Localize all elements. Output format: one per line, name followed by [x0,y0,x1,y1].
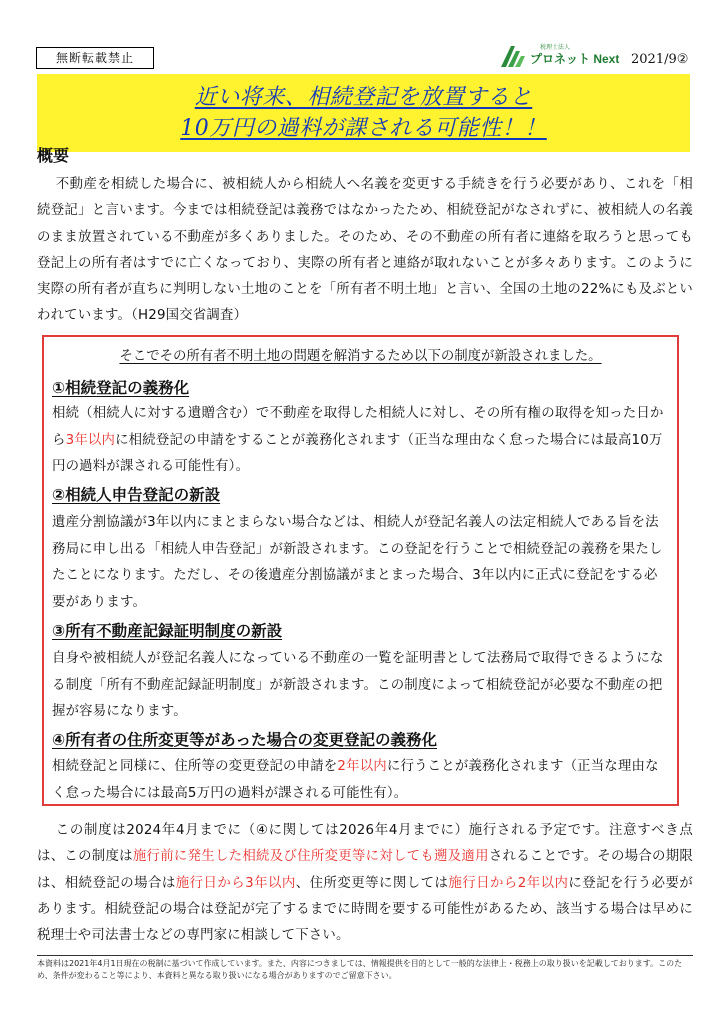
item-2-heading: ②相続人申告登記の新設 [52,486,221,504]
item-1-text-b: に相続登記の申請をすることが義務化されます（正当な理由なく怠った場合には最高10万円の過料が課される可能性有）。 [52,432,663,474]
item-1-heading: ①相続登記の義務化 [52,379,190,397]
no-reproduction-stamp: 無断転載禁止 [36,47,154,69]
mountain-logo-icon [500,42,526,68]
item-4-text-a: 相続登記と同様に、住所等の変更登記の申請を [52,759,338,774]
brand-name: プロネット Next [530,52,620,66]
item-3-heading: ③所有不動産記録証明制度の新設 [52,622,283,640]
disclaimer-footnote: 本資料は2021年4月1日現在の税制に基づいて作成しています。また、内容につきましては、情報提供を目的として一般的な法律上・税務上の取り扱いを記載しております。このため、条件が変わること等により、本資料と異なる取り扱いになる場合がありますのでご留意下さい。 [37,955,693,982]
item-4-deadline: 2年以内 [337,759,387,774]
overview-heading: 概要 [37,146,70,165]
closing-retroactive: 施行前に発生した相続及び住所変更等に対しても遡及適用 [132,849,489,865]
item-1-deadline: 3年以内 [65,432,116,448]
item-4-heading: ④所有者の住所変更等があった場合の変更登記の義務化 [52,731,437,749]
item-4-text-b: に行うことが義務化されます（正当な理由なく怠った場合には最高5万円の過料が課される可能性有）。 [52,759,659,801]
closing-part-4: に登記を行う必要があります。相続登記の場合は登記が完了するまでに時間を要する可能性があるため、該当する場合は早めに税理士や司法書士などの専門家に相談して下さい。 [37,875,693,944]
title-line-1: 近い将来、相続登記を放置すると [194,85,533,110]
closing-part-3: 、住所変更等に関しては [295,875,449,891]
item-3-text: 自身や被相続人が登記名義人になっている不動産の一覧を証明書として法務局で取得できるようになる制度「所有不動産記録証明制度」が新設されます。この制度によって相続登記が必要な不動産の把握が容易になります。 [52,651,664,719]
title-line-2: 10万円の過料が課される可能性！！ [180,116,547,141]
closing-deadline-3y: 施行日から3年以内 [175,875,296,891]
title-banner [37,74,690,152]
item-4-text [52,754,670,807]
brand-logo [500,40,619,70]
overview-paragraph: 不動産を相続した場合に、被相続人から相続人へ名義を変更する手続きを行う必要があり、これを「相続登記」と言います。今までは相続登記は義務ではなかったため、相続登記がなされずに、被相続人の名義のまま放置されている不動産が多くありました。そのため、その不動産の所有者に連絡を取ろうと思っても登記上の所有者はすでに亡くなっており、実際の所有者と連絡が取れないことが多々あります。このように実際の所有者が直ちに判明しない土地のことを「所有者不明土地」と言い、全国の土地の22%にも及ぶといわれています。（H29国交省調査） [37,177,693,324]
item-1-text-a: 相続（相続人に対する遺贈含む）で不動産を取得した相続人に対し、その所有権の取得を知った日から [52,406,664,448]
item-1-text [52,401,670,481]
closing-part-1: この制度は2024年4月までに（④に関しては2026年4月までに）施行される予定です。注意すべき点は、この制度は [37,823,693,865]
closing-part-2: されることです。その場合の期限は、相続登記の場合は [37,849,694,891]
box-lead: そこでその所有者不明土地の問題を解消するため以下の制度が新設されました。 [119,349,602,364]
issue-number: 2021/9② [631,52,689,67]
new-systems-box [42,335,679,806]
brand-subtitle: 税理士法人 [540,44,571,51]
item-2-text: 遺産分割協議が3年以内にまとまらない場合などは、相続人が登記名義人の法定相続人である旨を法務局に申し出る「相続人申告登記」が新設されます。この登記を行うことで相続登記の義務を果たしたことになります。ただし、その後遺産分割協議がまとまった場合、3年以内に正式に登記をする必要があります。 [52,515,663,610]
closing-deadline-2y: 施行日から2年以内 [448,875,569,891]
closing-paragraph [37,818,693,949]
